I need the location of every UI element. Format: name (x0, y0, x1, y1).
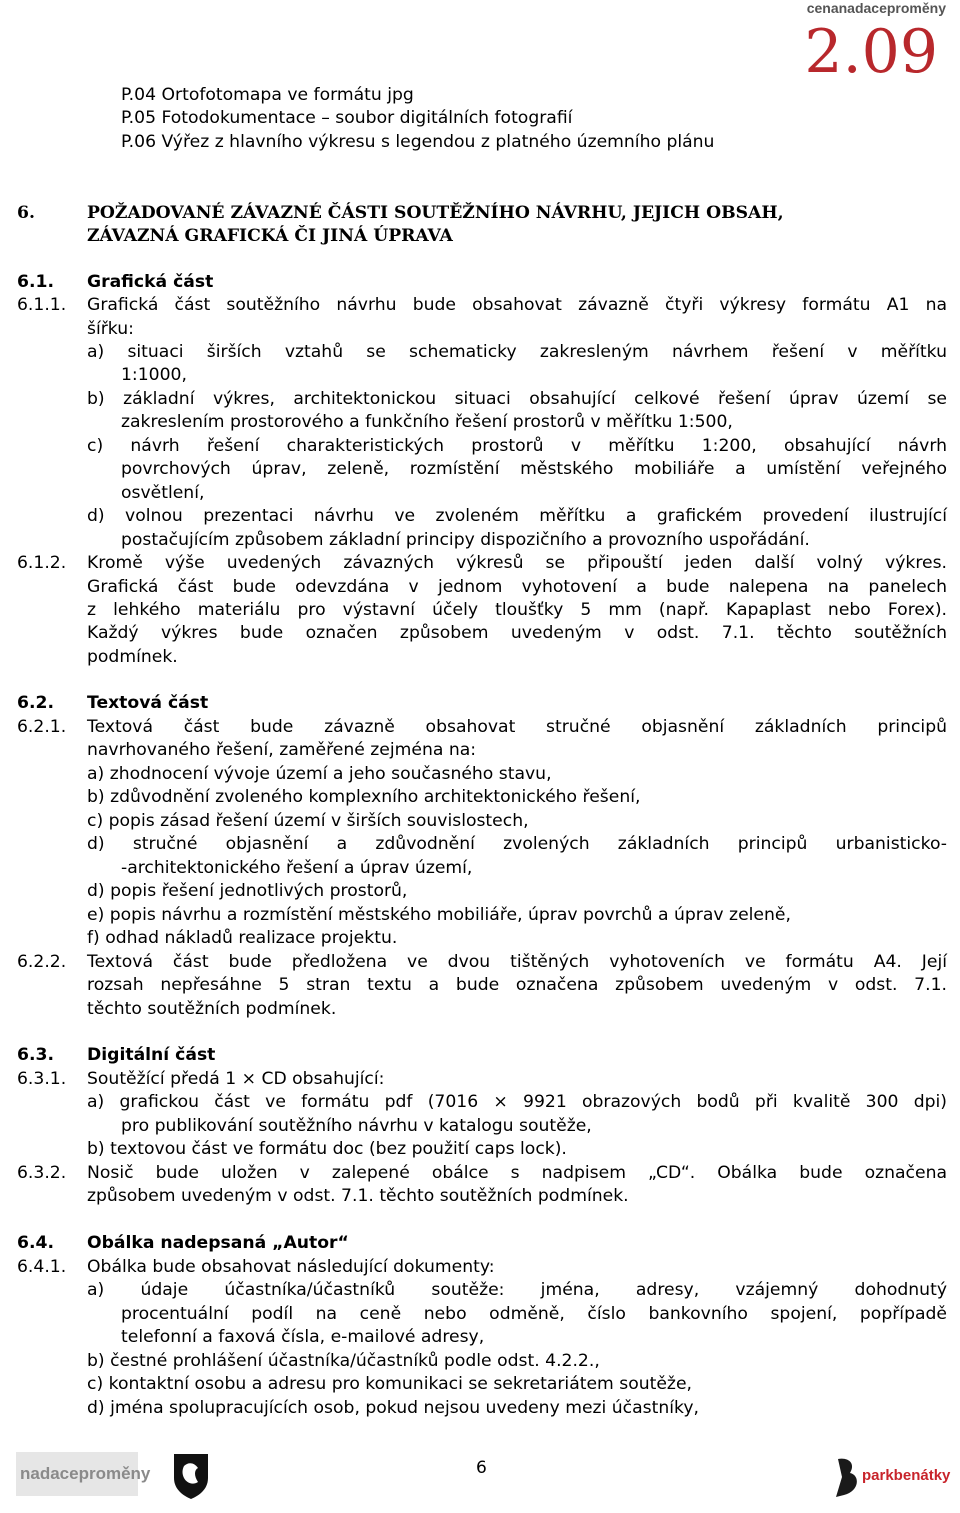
text-line: d) volnou prezentaci návrhu ve zvoleném měřítku a grafickém provedení ilustrující (87, 506, 947, 526)
text-line: Obálka nadepsaná „Autor“ (87, 1233, 349, 1253)
text-line: d) jména spolupracujících osob, pokud nejsou uvedeny mezi účastníky, (87, 1398, 699, 1418)
text-line: ZÁVAZNÁ GRAFICKÁ ČI JINÁ ÚPRAVA (87, 226, 453, 246)
text-line: 6.3.1. (17, 1069, 67, 1089)
text-line: c) popis zásad řešení území v širších souvislostech, (87, 811, 529, 831)
text-line: e) popis návrhu a rozmístění městského mobiliáře, úprav povrchů a úprav zeleně, (87, 905, 791, 925)
text-line: c) návrh řešení charakteristických prostorů v měřítku 1:200, obsahující návrh (87, 436, 947, 456)
text-line: a) zhodnocení vývoje území a jeho současného stavu, (87, 764, 552, 784)
text-line: 6.3. (17, 1045, 54, 1065)
logo-top-text: cenanadaceproměny (806, 0, 946, 16)
text-line: Grafická část bude odevzdána v jednom vyhotovení a bude nalepena na panelech (87, 577, 947, 597)
coat-of-arms-icon (172, 1452, 210, 1500)
page-number: 6 (476, 1458, 487, 1478)
text-line: d) popis řešení jednotlivých prostorů, (87, 881, 408, 901)
text-line: Textová část bude závazně obsahovat stručné objasnění základních principů (87, 717, 947, 737)
text-line: P.06 Výřez z hlavního výkresu s legendou z platného územního plánu (121, 132, 715, 152)
text-line: Grafická část (87, 272, 214, 292)
text-line: Soutěžící předá 1 × CD obsahující: (87, 1069, 385, 1089)
text-line: Kromě výše uvedených závazných výkresů se připouští jeden další volný výkres. (87, 553, 947, 573)
text-line: 6.2.1. (17, 717, 67, 737)
text-line: Digitální část (87, 1045, 216, 1065)
text-line: 6.2.2. (17, 952, 67, 972)
footer-left-logo-text: nadaceproměny (20, 1464, 151, 1483)
text-line: osvětlení, (121, 483, 205, 503)
text-line: f) odhad nákladů realizace projektu. (87, 928, 398, 948)
footer-logo-nadace-promeny (16, 1452, 151, 1496)
text-line: a) údaje účastníka/účastníků soutěže: jména, adresy, vzájemný dohodnutý (87, 1280, 947, 1300)
text-line: c) kontaktní osobu a adresu pro komunikaci se sekretariátem soutěže, (87, 1374, 692, 1394)
text-line: -architektonického řešení a úprav území, (121, 858, 473, 878)
text-line: a) situaci širších vztahů se schematicky zakresleným návrhem řešení v měřítku (87, 342, 947, 362)
text-line: podmínek. (87, 647, 178, 667)
text-line: a) grafickou část ve formátu pdf (7016 × 9921 obrazových bodů při kvalitě 300 dpi) (87, 1092, 947, 1112)
text-line: 6.1. (17, 272, 54, 292)
text-line: z lehkého materiálu pro výstavní účely tloušťky 5 mm (např. Kapaplast nebo Forex). (87, 600, 947, 620)
text-line: šířku: (87, 319, 134, 339)
text-line: 6.2. (17, 693, 54, 713)
text-line: 6.4.1. (17, 1257, 67, 1277)
text-line: pro publikování soutěžního návrhu v katalogu soutěže, (121, 1116, 592, 1136)
text-line: postačujícím způsobem základní principy dispozičního a provozního uspořádání. (121, 530, 810, 550)
text-line: způsobem uvedeným v odst. 7.1. těchto soutěžních podmínek. (87, 1186, 629, 1206)
park-benatky-b-icon (832, 1455, 862, 1499)
footer-right-logo-text: parkbenátky (862, 1467, 951, 1484)
text-line: 1:1000, (121, 365, 187, 385)
text-line: 6. (17, 203, 35, 223)
text-line: navrhovaného řešení, zaměřené zejména na: (87, 740, 477, 760)
text-line: zakreslením prostorového a funkčního řešení prostorů v měřítku 1:500, (121, 412, 733, 432)
text-line: Obálka bude obsahovat následující dokumenty: (87, 1257, 495, 1277)
text-line: 6.1.2. (17, 553, 67, 573)
text-line: 6.3.2. (17, 1163, 67, 1183)
text-line: povrchových úprav, zeleně, rozmístění městského mobiliáře a umístění veřejného (121, 459, 947, 479)
text-line: b) textovou část ve formátu doc (bez použití caps lock). (87, 1139, 567, 1159)
text-line: 6.4. (17, 1233, 54, 1253)
text-line: Grafická část soutěžního návrhu bude obsahovat závazně čtyři výkresy formátu A1 na (87, 295, 947, 315)
logo-year: 2.09 (804, 17, 938, 87)
text-line: d) stručné objasnění a zdůvodnění zvolených základních principů urbanisticko- (87, 834, 947, 854)
text-line: b) zdůvodnění zvoleného komplexního architektonického řešení, (87, 787, 641, 807)
text-line: POŽADOVANÉ ZÁVAZNÉ ČÁSTI SOUTĚŽNÍHO NÁVRHU, JEJICH OBSAH, (87, 203, 784, 223)
text-line: těchto soutěžních podmínek. (87, 999, 337, 1019)
text-line: Textová část (87, 693, 209, 713)
logo-cena-nadace-promeny (804, 0, 948, 87)
text-line: 6.1.1. (17, 295, 67, 315)
text-line: Textová část bude předložena ve dvou tištěných vyhotoveních ve formátu A4. Její (87, 952, 947, 972)
text-line: P.04 Ortofotomapa ve formátu jpg (121, 85, 414, 105)
text-line: Nosič bude uložen v zalepené obálce s nadpisem „CD“. Obálka bude označena (87, 1163, 947, 1183)
text-line: Každý výkres bude označen způsobem uvedeným v odst. 7.1. těchto soutěžních (87, 623, 947, 643)
text-line: telefonní a faxová čísla, e-mailové adresy, (121, 1327, 485, 1347)
text-line: P.05 Fotodokumentace – soubor digitálních fotografií (121, 108, 573, 128)
text-line: rozsah nepřesáhne 5 stran textu a bude označena způsobem uvedeným v odst. 7.1. (87, 975, 947, 995)
text-line: b) čestné prohlášení účastníka/účastníků podle odst. 4.2.2., (87, 1351, 600, 1371)
text-line: procentuální podíl na ceně nebo odměně, číslo bankovního spojení, popřípadě (121, 1304, 947, 1324)
footer-logo-park-benatky (832, 1455, 952, 1499)
text-line: b) základní výkres, architektonickou situaci obsahující celkové řešení úprav území se (87, 389, 947, 409)
